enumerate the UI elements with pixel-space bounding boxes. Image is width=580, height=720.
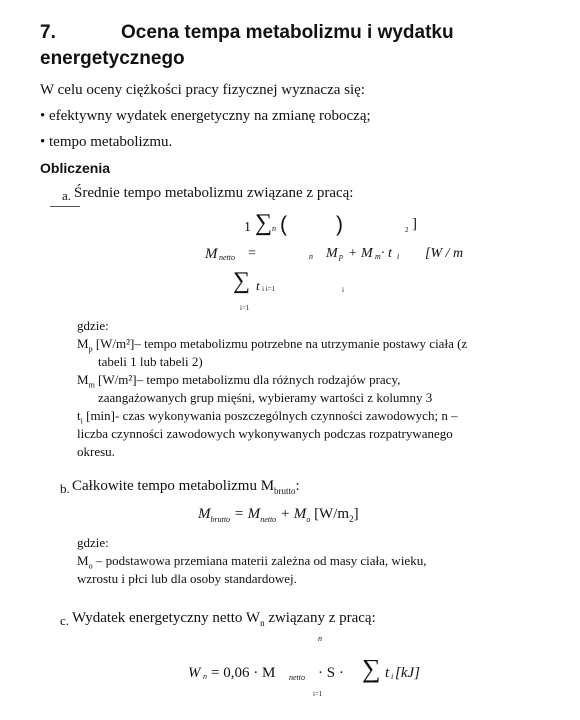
formula-i-small: i [342,286,344,294]
bullet-1: • efektywny wydatek energetyczny na zmianę roboczą; [40,108,371,124]
def-mp-symbol: M [77,336,89,351]
formula-Mp: M [326,246,338,261]
formula-n-small: n [309,252,313,261]
def-mo [77,553,426,571]
formula-c-netto: netto [289,673,305,682]
def-mo-sub: o [88,561,93,571]
formula-b-M: M [198,506,211,522]
formula-c-sum: ∑ [362,654,381,683]
def-ti-symbol: t [77,408,81,423]
def-mm-text: [W/m²]– tempo metabolizmu dla różnych rodzajów pracy, [94,372,401,387]
formula-b-unit-sub: 2 [349,514,354,524]
formula-lparen: ( [280,213,287,236]
calc-heading: Obliczenia [40,160,111,176]
formula-rbracket: ] [412,216,417,232]
formula-sum2-symbol: ∑ [233,268,251,294]
item-c-text-sub: n [260,618,265,628]
def-ti [77,408,458,426]
formula-M-netto: M [205,246,218,262]
formula-exp-2: 2 [405,226,409,234]
formula-b-plus: + M [279,506,307,522]
formula-ii-sub: i i=1 [262,285,276,293]
def-mo-text: – podstawowa przemiana materii zależna od masy ciała, wieku, [92,553,427,568]
formula-b-netto: netto [260,515,277,524]
def-ti-line2: liczba czynności zawodowych wykonywanych podczas rozpatrywanego [77,426,453,441]
formula-plus-Mm: + M [348,246,373,261]
formula-sum-symbol: ∑ [255,210,273,236]
def-mm-sub: m [88,380,95,390]
formula-b-brutto: brutto [210,515,231,524]
formula-m-sub: m [375,252,381,261]
formula-c-W: W [188,665,201,681]
def-ti-line3: okresu. [77,444,115,459]
section-title-line1: Ocena tempa metabolizmu i wydatku [121,22,454,43]
item-a-text: Średnie tempo metabolizmu związane z pracą: [74,185,354,201]
formula-b-unit-end: ] [353,506,359,522]
formula-c-rest: · S · [318,665,344,681]
formula-c-W-sub: n [203,672,207,681]
formula-dot-t: · t [381,246,392,261]
def-mp-sub: p [88,344,93,354]
item-a-marker: a. [62,188,72,203]
formula-eq: = [248,246,256,261]
formula-i-eq-1: i=1 [240,304,250,312]
item-b-text [72,478,300,496]
def-mm [77,372,400,390]
formula-one: 1 [244,220,251,235]
def-mp-line2: tabeli 1 lub tabeli 2) [98,354,203,369]
formula-brutto [198,506,359,524]
item-a-underline [50,206,80,207]
bullet-2: • tempo metabolizmu. [40,134,173,150]
formula-c-t-sub: i [391,672,394,681]
formula-i-sub: i [397,252,400,261]
item-c-text [72,610,376,628]
formula-c-i-eq-1: i=1 [313,690,323,698]
def-mp [77,336,467,354]
formula-c-eq: = 0,06 · M [211,665,276,681]
formula-netto-sub: netto [219,253,235,262]
item-b-gdzie: gdzie: [77,535,109,550]
formula-rparen: ) [336,213,343,236]
formula-p-sub: p [339,252,343,261]
item-b-marker: b. [60,481,70,496]
section-title-line2: energetycznego [40,48,185,69]
def-mm-symbol: M [77,372,89,387]
def-ti-text: [min]- czas wykonywania poszczególnych czynności zawodowych; n – [82,408,458,423]
item-c-text-end: związany z pracą: [264,610,376,626]
formula-c-n-top: n [318,634,322,643]
formula-c-t: t [385,665,390,681]
item-a-gdzie: gdzie: [77,318,109,333]
formula-unit: [W / m [425,246,464,261]
formula-b-o: o [306,515,311,524]
item-b-text-end: : [295,478,300,494]
item-b-text-sub: brutto [274,486,296,496]
formula-b-unit: [W/m [310,506,350,522]
formula-sum-n: n [272,224,276,233]
formula-c-unit: [kJ] [395,665,420,681]
def-mm-line2: zaangażowanych grup mięśni, wybieramy wartości z kolumny 3 [98,390,433,405]
intro-text: W celu oceny ciężkości pracy fizycznej wyznacza się: [40,82,365,98]
item-c-text-main: Wydatek energetyczny netto W [72,610,261,626]
def-mo-line2: wzrostu i płci lub dla osoby standardowej. [77,571,297,586]
def-ti-sub: i [80,416,83,426]
section-number: 7. [40,22,56,43]
def-mp-text: [W/m²]– tempo metabolizmu potrzebne na utrzymanie postawy ciała (z [92,336,468,351]
item-c-marker: c. [60,613,70,628]
formula-b-eq: = M [233,506,261,522]
formula-t-ii: t [256,278,260,293]
def-mo-symbol: M [77,553,89,568]
item-b-text-main: Całkowite tempo metabolizmu M [72,478,275,494]
